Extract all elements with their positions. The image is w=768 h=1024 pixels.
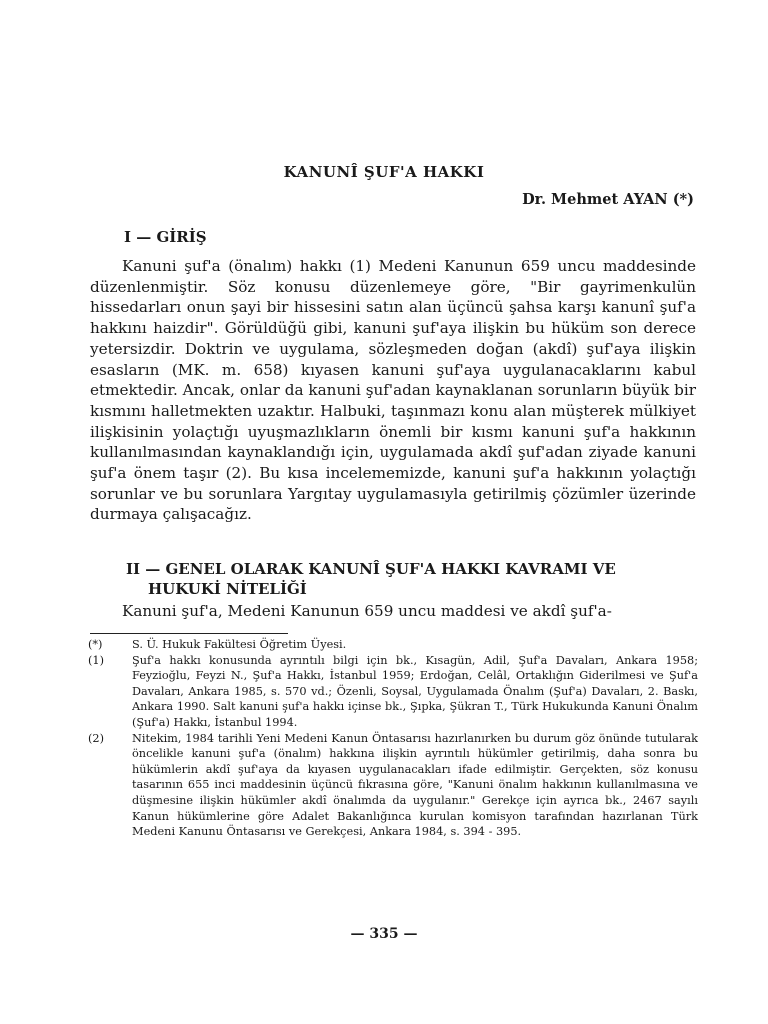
section-heading-introduction: I — GİRİŞ (124, 228, 207, 246)
footnotes (88, 637, 698, 840)
page-number: — 335 — (350, 926, 418, 942)
footnote-text: Nitekim, 1984 tarihli Yeni Medeni Kanun Öntasarısı hazırlanırken bu durum göz önünde tutularak öncelikle kanuni şuf'a (önalım) hakkına ilişkin ayrıntılı hükümler getirilmiş, daha sonra bu hükümlerin akdî şuf'aya da kıyasen uygulanacakları ifade edilmiştir. Gerçekten, söz konusu tasarının 655 inci maddesinin üçüncü fıkrasına göre, "Kanuni önalım hakkının kullanılmasına ve düşmesine ilişkin hükümler akdî önalımda da uygulanır." Gerekçe için ayrıca bk., 2467 sayılı Kanun hükümlerine göre Adalet Bakanlığınca kurulan komisyon tarafından hazırlanan Türk Medeni Kanunu Öntasarısı ve Gerekçesi, Ankara 1984, s. 394 - 395. (132, 731, 698, 839)
section-heading-general-line1: II — GENEL OLARAK KANUNÎ ŞUF'A HAKKI KAVRAMI VE (126, 560, 616, 578)
body-paragraph-2-container (90, 601, 696, 622)
body-paragraph-1-container (90, 256, 696, 525)
section-heading-general (126, 559, 696, 599)
footnote-mark: (1) (88, 653, 105, 667)
article-author: Dr. Mehmet AYAN (*) (522, 191, 694, 208)
footnote-text: S. Ü. Hukuk Fakültesi Öğretim Üyesi. (132, 638, 347, 651)
body-paragraph-1: Kanuni şuf'a (önalım) hakkı (1) Medeni Kanunun 659 uncu maddesinde düzenlenmiştir. Söz konusu düzenlemeye göre, "Bir gayrimenkulün hissedarları onun şayi bir hissesini satın alan üçüncü şahsa karşı kanunî şuf'a hakkını haizdir". Görüldüğü gibi, kanuni şuf'aya ilişkin bu hüküm son derece yetersizdir. Doktrin ve uygulama, sözleşmeden doğan (akdî) şuf'aya ilişkin esasların (MK. m. 658) kıyasen kanuni şuf'aya uygulanacaklarını kabul etmektedir. Ancak, onlar da kanuni şuf'adan kaynaklanan sorunların büyük bir kısmını halletmekten uzaktır. Halbuki, taşınmazı konu alan müşterek mülkiyet ilişkisinin yolaçtığı uyuşmazlıkların önemli bir kısmı kanuni şuf'a hakkının kullanılmasından kaynaklandığı için, uygulamada akdî şuf'adan ziyade kanuni şuf'a önem taşır (2). Bu kısa incelememizde, kanuni şuf'a hakkının yolaçtığı sorunlar ve bu sorunlara Yargıtay uygulamasıyla getirilmiş çözümler üzerinde durmaya çalışacağız. (90, 257, 696, 524)
body-paragraph-2: Kanuni şuf'a, Medeni Kanunun 659 uncu maddesi ve akdî şuf'a- (122, 602, 612, 620)
article-title: KANUNÎ ŞUF'A HAKKI (283, 163, 485, 181)
footnote-divider (90, 633, 288, 634)
footnote (88, 731, 698, 840)
footnote (88, 637, 698, 653)
footnote-mark: (*) (88, 638, 103, 651)
footnote-text: Şuf'a hakkı konusunda ayrıntılı bilgi için bk., Kısagün, Adil, Şuf'a Davaları, Ankara 1958; Feyzioğlu, Feyzi N., Şuf'a Hakkı, İstanbul 1959; Erdoğan, Celâl, Ortaklığın Giderilmesi ve Şuf'a Davaları, Ankara 1985, s. 570 vd.; Özenli, Soysal, Uygulamada Önalım (Şuf'a) Davaları, 2. Baskı, Ankara 1990. Salt kanuni şuf'a hakkı içinse bk., Şıpka, Şükran T., Türk Hukukunda Kanuni Önalım (Şuf'a) Hakkı, İstanbul 1994. (132, 653, 698, 729)
footnote-mark: (2) (88, 731, 105, 745)
section-heading-general-line2: HUKUKİ NİTELİĞİ (148, 580, 307, 598)
footnote (88, 653, 698, 731)
